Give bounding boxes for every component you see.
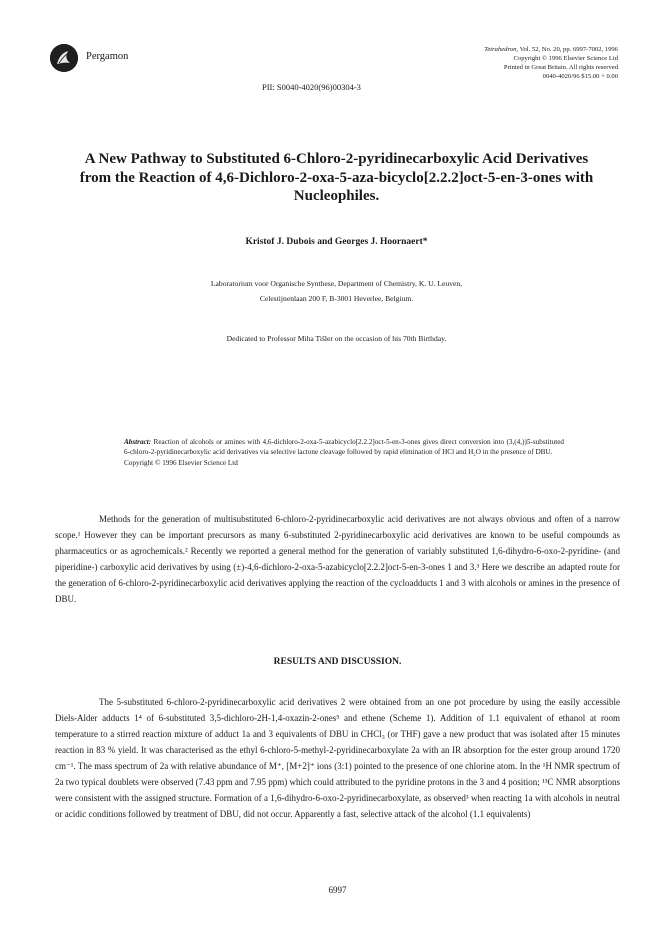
section-heading: RESULTS AND DISCUSSION. [273,657,402,667]
page-number: 6997 [328,885,347,895]
dedication: Dedicated to Professor Miha Tišler on the occasion of his 70th Birthday. [226,334,447,343]
publisher-name: Pergamon [86,51,129,62]
abstract [124,437,564,468]
journal-name: Tetrahedron, [484,46,519,53]
pii: PII: S0040-4020(96)00304-3 [262,82,361,92]
abstract-label: Abstract: [124,438,152,446]
citation: Vol. 52, No. 20, pp. 6997-7002, 1996 [519,46,618,53]
journal-meta [358,45,618,81]
affiliation-line-1: Laboratorium voor Organische Synthese, Department of Chemistry, K. U. Leuven, [210,279,463,288]
article-title: A New Pathway to Substituted 6-Chloro-2-pyridinecarboxylic Acid Derivatives from the Reaction of 4,6-Dichloro-2-oxa-5-aza-bicyclo[2.2.2]oct-5-en-3-ones with Nucleophiles. [79,151,594,204]
intro-paragraph: Methods for the generation of multisubstituted 6-chloro-2-pyridinecarboxylic acid derivatives are not always obvious and often of a narrow scope.¹ However they can be important precursors as many 6-substituted 2-pyridinecarboxylic acid derivatives are known to be useful compounds as pharmaceutics or as agrochemicals.² Recently we reported a general method for the generation of variably substituted 1,6-dihydro-6-oxo-2-pyridine- (and piperidine-) carboxylic acid derivatives by using (±)-4,6-dichloro-2-oxa-5-azabicyclo[2.2.2]oct-5-en-3-ones 1 and 3.³ Here we describe an adapted route for the generation of 6-chloro-2-pyridinecarboxylic acid derivatives applying the reaction of the cycloadducts 1 and 3 with alcohols or amines in the presence of DBU. [55,514,620,604]
publisher-logo-icon [50,44,78,72]
price-line: 0040-4020/96 $15.00 + 0.00 [542,73,618,80]
results-paragraph: The 5-substituted 6-chloro-2-pyridinecarboxylic acid derivatives 2 were obtained from an one pot procedure by using the easily accessible Diels-Alder adducts 1⁴ of 6-substituted 3,5-dichloro-2H-1,4-oxazin-2-ones⁵ and ethene (Scheme 1). Addition of 1.1 equivalent of ethanol at room temperature to a stirred reaction mixture of adduct 1a and 3 equivalents of DBU in CHCl₃ (or THF) gave a new product that was isolated after 15 minutes reaction in 83 % yield. It was characterised as the ethyl 6-chloro-5-methyl-2-pyridinecarboxylate 2a with an IR absorption for the ester group around 1720 cm⁻¹. The mass spectrum of 2a with relative abundance of M⁺, [M+2]⁺ ions (3:1) pointed to the presence of one chlorine atom. In the ¹H NMR spectrum of 2a two typical doublets were observed (7.43 ppm and 7.95 ppm) which could attributed to the pyridine protons in the 3 and 4 position; ¹³C NMR absorptions were consistent with the assigned structure. Formation of a 1,6-dihydro-6-oxo-2-pyridinecarboxylate, as observed³ when reacting 1a with alcohols in neutral or acidic conditions followed by treatment of DBU, did not occur. Apparently a fast, selective attack of the alcohol (1.1 equivalents) [55,697,620,819]
printed-line: Printed in Great Britain. All rights reserved [503,64,618,71]
authors: Kristof J. Dubois and Georges J. Hoornaert* [245,237,428,247]
abstract-text: Reaction of alcohols or amines with 4,6-dichloro-2-oxa-5-azabicyclo[2.2.2]oct-5-en-3-ones gives direct conversion into (3,(4,))5-substituted 6-chloro-2-pyridinecarboxylic acid derivatives via selective lactone cleavage followed by rapid elimination of HCl and H₂O in the presence of DBU. [124,438,564,457]
abstract-copyright: Copyright © 1996 Elsevier Science Ltd [124,458,238,467]
affiliation-line-2: Celestijnenlaan 200 F, B-3001 Heverlee, Belgium. [259,294,414,303]
copyright-line: Copyright © 1996 Elsevier Science Ltd [513,55,618,62]
affiliation [70,276,603,306]
